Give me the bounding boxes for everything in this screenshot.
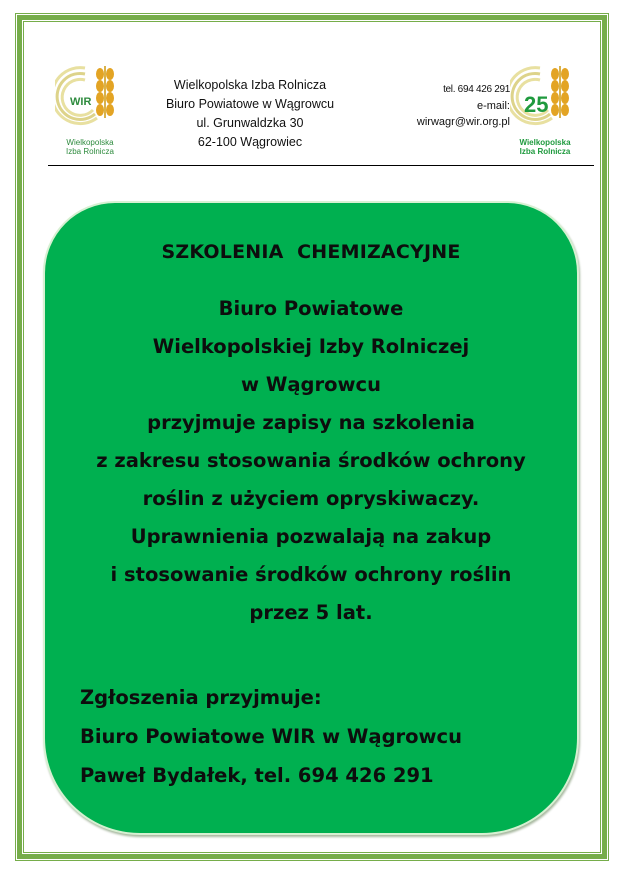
phone: tel. 694 426 291 [443, 84, 510, 95]
logo-caption: Wielkopolska Izba Rolnicza [65, 138, 115, 156]
wir-wheat-logo-icon [55, 60, 125, 138]
wir-logo [55, 60, 125, 160]
org-name: Wielkopolska Izba Rolnicza [173, 78, 327, 92]
email-label: e-mail: [476, 100, 510, 112]
body-line: Wielkopolskiej Izby Rolniczej [152, 335, 470, 358]
body-line: przez 5 lat. [249, 601, 373, 624]
svg-text:25: 25 [524, 92, 549, 117]
wir-25-logo [510, 60, 580, 160]
registration-person: Paweł Bydałek, tel. 694 426 291 [80, 764, 434, 787]
announcement-body [45, 290, 577, 632]
body-line: Biuro Powiatowe [218, 297, 404, 320]
registration-office: Biuro Powiatowe WIR w Wągrowcu [80, 725, 462, 748]
announcement-card [45, 203, 577, 833]
announcement-title: SZKOLENIA CHEMIZACYJNE [161, 241, 461, 263]
svg-text:WIR: WIR [70, 96, 92, 108]
header-divider [48, 165, 594, 166]
registration-label: Zgłoszenia przyjmuje: [80, 686, 322, 709]
body-line: z zakresu stosowania środków ochrony [96, 449, 526, 472]
postal-city: 62-100 Wągrowiec [197, 135, 303, 149]
logo-caption: Wielkopolska Izba Rolnicza [519, 138, 571, 156]
body-line: i stosowanie środków ochrony roślin [110, 563, 512, 586]
body-line: przyjmuje zapisy na szkolenia [147, 411, 475, 434]
body-line: roślin z użyciem opryskiwaczy. [142, 487, 480, 510]
email: wirwagr@wir.org.pl [416, 116, 510, 128]
office-name: Biuro Powiatowe w Wągrowcu [165, 97, 335, 111]
contact-info [380, 82, 510, 130]
letterhead [40, 60, 585, 170]
street: ul. Grunwaldzka 30 [196, 116, 304, 130]
body-line: Uprawnienia pozwalają na zakup [130, 525, 492, 548]
wir-25-anniversary-logo-icon [510, 60, 580, 138]
body-line: w Wągrowcu [241, 373, 381, 396]
office-address [145, 76, 355, 152]
registration-contact [80, 678, 462, 795]
